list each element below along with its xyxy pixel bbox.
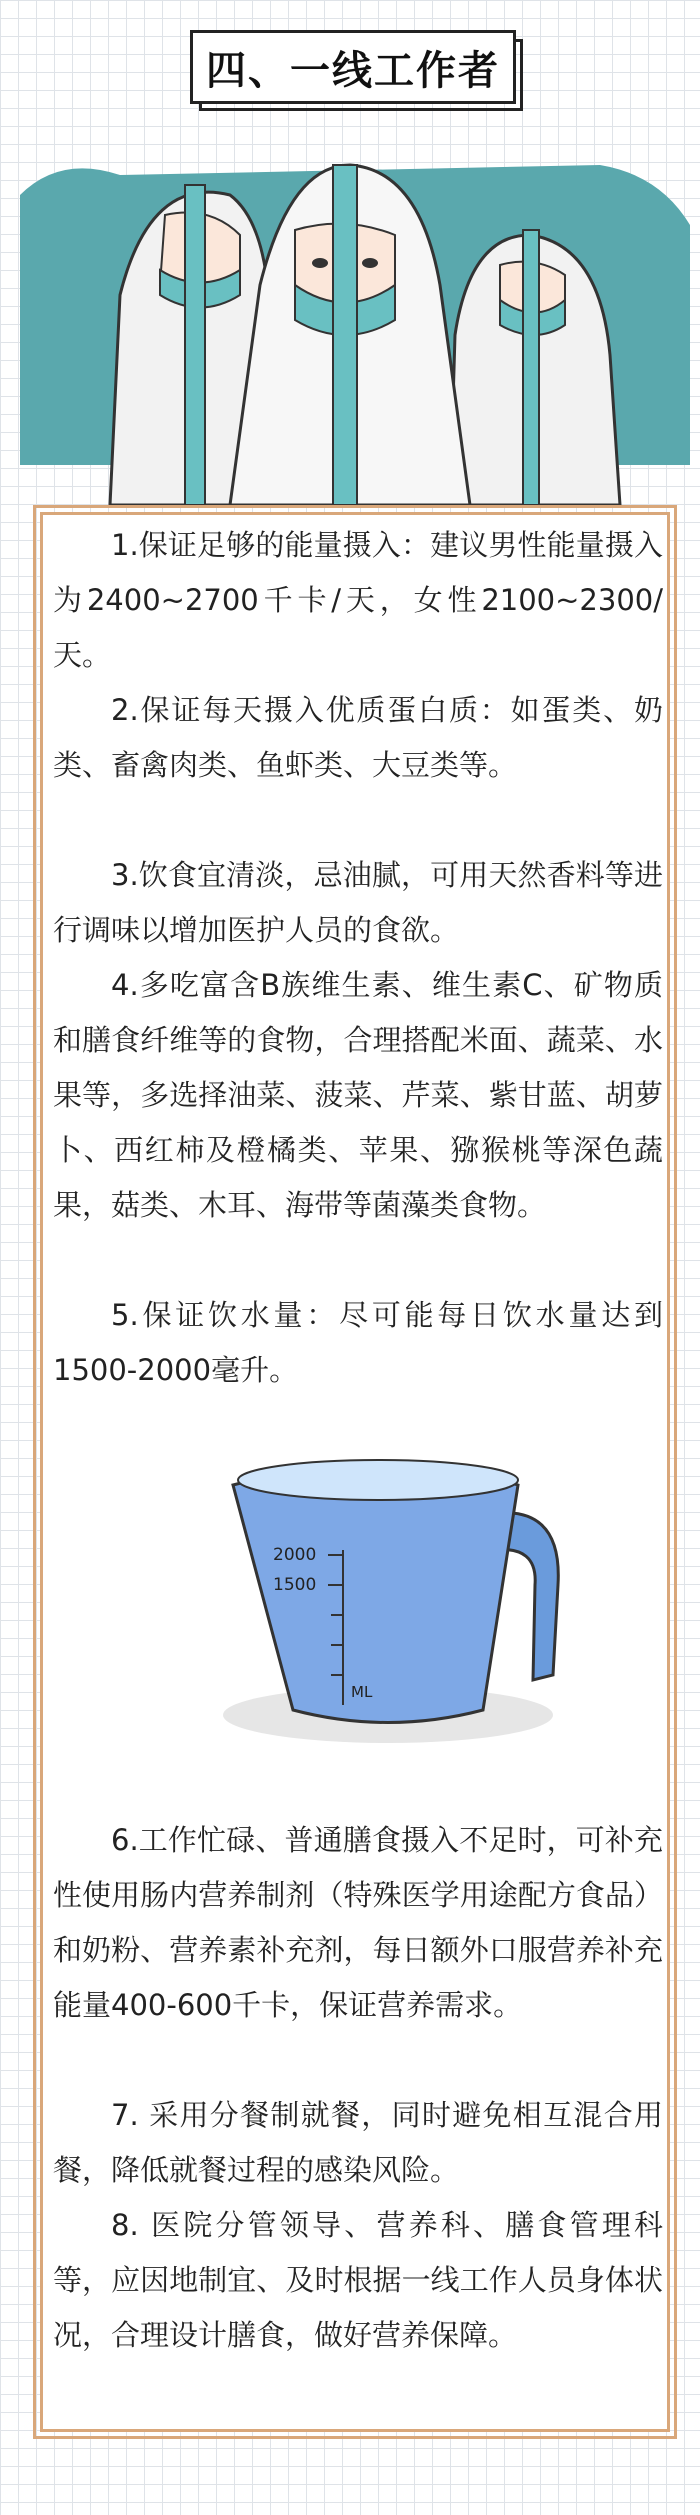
item-5: 5.保证饮水量：尽可能每日饮水量达到1500-2000毫升。 bbox=[53, 1298, 663, 1387]
measuring-jug-illustration bbox=[213, 1445, 573, 1755]
section-title-box bbox=[190, 30, 516, 104]
section-title: 四、一线工作者 bbox=[206, 47, 500, 94]
jug-mark-2000: 2000 bbox=[273, 1545, 317, 1565]
jug-unit-label: ML bbox=[351, 1683, 373, 1701]
item-1: 1.保证足够的能量摄入：建议男性能量摄入为2400~2700千卡/天，女性2100~2300/天。 bbox=[53, 528, 663, 672]
item-2: 2.保证每天摄入优质蛋白质：如蛋类、奶类、畜禽肉类、鱼虾类、大豆类等。 bbox=[53, 693, 663, 782]
item-8: 8. 医院分管领导、营养科、膳食管理科等，应因地制宜、及时根据一线工作人员身体状况，合理设计膳食，做好营养保障。 bbox=[53, 2208, 663, 2352]
jug-mark-1500: 1500 bbox=[273, 1575, 317, 1595]
item-3: 3.饮食宜清淡，忌油腻，可用天然香料等进行调味以增加医护人员的食欲。 bbox=[53, 858, 663, 947]
content-panel bbox=[40, 512, 670, 2432]
item-6: 6.工作忙碌、普通膳食摄入不足时，可补充性使用肠内营养制剂（特殊医学用途配方食品）和奶粉、营养素补充剂，每日额外口服营养补充能量400-600千卡，保证营养需求。 bbox=[53, 1823, 663, 2022]
item-7: 7. 采用分餐制就餐，同时避免相互混合用餐，降低就餐过程的感染风险。 bbox=[53, 2098, 663, 2187]
item-4: 4.多吃富含B族维生素、维生素C、矿物质和膳食纤维等的食物，合理搭配米面、蔬菜、水果等，多选择油菜、菠菜、芹菜、紫甘蓝、胡萝卜、西红柿及橙橘类、苹果、猕猴桃等深色蔬果，菇类、木耳、海带等菌藻类食物。 bbox=[53, 968, 663, 1222]
medical-workers-illustration bbox=[0, 135, 700, 505]
